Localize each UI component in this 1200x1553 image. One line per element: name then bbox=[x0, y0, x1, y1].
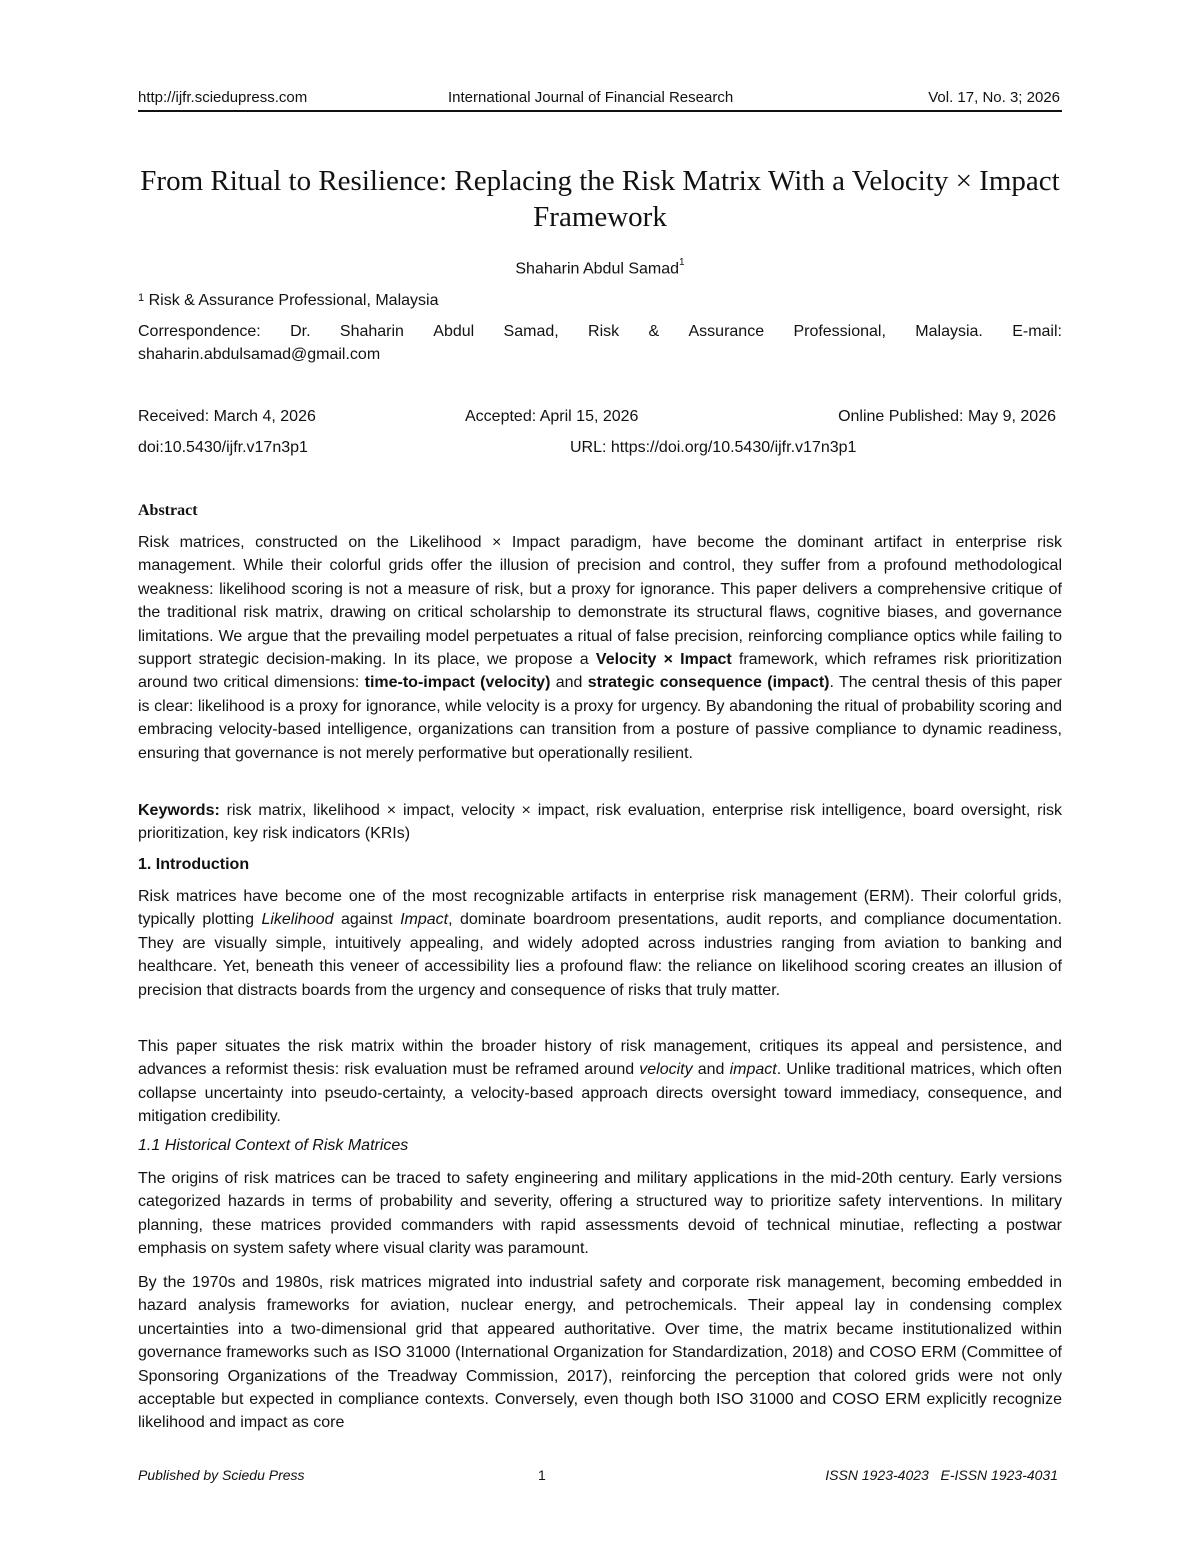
intro-italic-impact: Impact bbox=[400, 911, 449, 929]
abstract-body bbox=[138, 531, 1062, 765]
intro-text: and bbox=[692, 1061, 730, 1079]
abstract-text: . The central thesis of this paper is clear: likelihood is a proxy for ignorance, while velocity is a proxy for urgency. By abandoning the ritual of probability scoring and embracing velocity-based intelligence, organizations can transition from a posture of passive compliance to dynamic readiness, ensuring that governance is not merely performative but operationally resilient. bbox=[138, 674, 1062, 762]
received-date: Received: March 4, 2026 bbox=[138, 408, 316, 425]
corr-word: Samad, bbox=[503, 323, 559, 340]
section-heading-introduction: 1. Introduction bbox=[138, 856, 250, 873]
paper-title: From Ritual to Resilience: Replacing the Risk Matrix With a Velocity × Impact Framework bbox=[140, 165, 1060, 233]
abstract-bold-strategic-consequence: strategic consequence (impact) bbox=[587, 674, 830, 692]
history-paragraph-2: By the 1970s and 1980s, risk matrices migrated into industrial safety and corporate risk management, becoming embedded in hazard analysis frameworks for aviation, nuclear energy, and petrochemicals. Their appeal lay in condensing complex uncertainties into a two-dimensional grid that appeared authoritative. Over time, the matrix became institutionalized within governance frameworks such as ISO 31000 (International Organization for Standardization, 2018) and COSO ERM (Committee of Sponsoring Organizations of the Treadway Commission, 2017), reinforcing the perception that colored grids were not only acceptable but expected in compliance contexts. Conversely, even though both ISO 31000 and COSO ERM explicitly recognize likelihood and impact as core bbox=[138, 1274, 1062, 1432]
corr-word: Abdul bbox=[433, 323, 475, 340]
intro-italic-impact: impact bbox=[729, 1061, 777, 1079]
intro-text: Risk matrices have become one of the most recognizable artifacts in enterprise risk management (ERM). Their colorful grids, typically plotting bbox=[138, 888, 1062, 929]
keywords bbox=[138, 799, 1062, 846]
intro-text: . Unlike traditional matrices, which often collapse uncertainty into pseudo-certainty, a velocity-based approach directs oversight toward immediacy, consequence, and mitigation credibility. bbox=[138, 1061, 1063, 1126]
corr-word: Professional, bbox=[793, 323, 886, 340]
corr-word: Risk bbox=[588, 323, 620, 340]
dates-row bbox=[138, 408, 1062, 432]
journal-name: International Journal of Financial Research bbox=[448, 89, 734, 106]
correspondence bbox=[138, 320, 1062, 366]
page-number: 1 bbox=[538, 1467, 546, 1483]
author-name: Shaharin Abdul Samad bbox=[515, 260, 680, 278]
affiliation-marker: 1 bbox=[138, 292, 145, 304]
correspondence-email[interactable]: shaharin.abdulsamad@gmail.com bbox=[138, 346, 381, 363]
doi-text: doi:10.5430/ijfr.v17n3p1 bbox=[138, 439, 308, 456]
corr-word: Correspondence: bbox=[138, 323, 261, 340]
volume-info: Vol. 17, No. 3; 2026 bbox=[928, 89, 1060, 106]
intro-text: This paper situates the risk matrix within the broader history of risk management, critiques its appeal and persistence, and advances a reformist thesis: risk evaluation must be reframed around bbox=[138, 1038, 1062, 1079]
doi-url-link[interactable]: URL: https://doi.org/10.5430/ijfr.v17n3p1 bbox=[570, 439, 857, 456]
page-footer bbox=[138, 1467, 1062, 1489]
abstract-text: framework, which reframes risk prioritization around two critical dimensions: bbox=[138, 651, 1063, 692]
intro-text: against bbox=[333, 911, 401, 929]
keywords-label: Keywords: bbox=[138, 802, 220, 819]
subsection-heading-historical-context: 1.1 Historical Context of Risk Matrices bbox=[138, 1137, 409, 1154]
accepted-date: Accepted: April 15, 2026 bbox=[465, 408, 639, 425]
intro-italic-velocity: velocity bbox=[639, 1061, 693, 1079]
author-line bbox=[0, 259, 1200, 278]
corr-word: & bbox=[648, 323, 660, 340]
abstract-heading: Abstract bbox=[138, 502, 198, 519]
published-date: Online Published: May 9, 2026 bbox=[838, 408, 1056, 425]
corr-word: Shaharin bbox=[339, 323, 404, 340]
intro-paragraph-2 bbox=[138, 1035, 1062, 1129]
abstract-text: and bbox=[550, 674, 588, 692]
abstract-text: Risk matrices, constructed on the Likelihood × Impact paradigm, have become the dominant artifact in enterprise risk management. While their colorful grids offer the illusion of precision and control, they suffer from a profound methodological weakness: likelihood scoring is not a measure of risk, but a proxy for ignorance. This paper delivers a comprehensive critique of the traditional risk matrix, drawing on critical scholarship to demonstrate its structural flaws, cognitive biases, and governance limitations. We argue that the prevailing model perpetuates a ritual of false precision, reinforcing compliance optics while failing to support strategic decision-making. In its place, we propose a bbox=[138, 534, 1062, 669]
affiliation-text: Risk & Assurance Professional, Malaysia bbox=[148, 292, 439, 309]
abstract-bold-velocity-impact: Velocity × Impact bbox=[595, 651, 732, 669]
intro-text: , dominate boardroom presentations, audit reports, and compliance documentation. They are visually simple, intuitively appealing, and widely adopted across industries ranging from aviation to banking and healthcare. Yet, beneath this veneer of accessibility lies a profound flaw: the reliance on likelihood scoring creates an illusion of precision that distracts boards from the urgency and consequence of risks that truly matter. bbox=[138, 911, 1062, 999]
intro-paragraph-1 bbox=[138, 885, 1062, 1002]
doi-row bbox=[138, 439, 1062, 463]
corr-word: Assurance bbox=[688, 323, 765, 340]
affiliation bbox=[138, 289, 1062, 313]
correspondence-line bbox=[138, 320, 1062, 343]
intro-italic-likelihood: Likelihood bbox=[261, 911, 334, 929]
footer-issn: ISSN 1923-4023 E-ISSN 1923-4031 bbox=[825, 1467, 1058, 1483]
keywords-text: risk matrix, likelihood × impact, velocity × impact, risk evaluation, enterprise risk intelligence, board oversight, risk prioritization, key risk indicators (KRIs) bbox=[138, 802, 1062, 843]
author-affiliation-marker: 1 bbox=[679, 257, 685, 268]
history-paragraph-1: The origins of risk matrices can be traced to safety engineering and military applications in the mid-20th century. Early versions categorized hazards in terms of probability and severity, offering a structured way to prioritize safety interventions. In military planning, these matrices provided commanders with rapid assessments devoid of technical minutiae, reflecting a postwar emphasis on system safety where visual clarity was paramount. bbox=[138, 1170, 1062, 1258]
corr-word: E-mail: bbox=[1012, 323, 1062, 340]
corr-word: Malaysia. bbox=[915, 323, 983, 340]
footer-publisher: Published by Sciedu Press bbox=[138, 1467, 305, 1483]
running-header bbox=[138, 88, 1062, 112]
corr-word: Dr. bbox=[290, 323, 311, 340]
abstract-bold-time-to-impact: time-to-impact (velocity) bbox=[364, 674, 551, 692]
journal-url-link[interactable]: http://ijfr.sciedupress.com bbox=[138, 89, 308, 106]
